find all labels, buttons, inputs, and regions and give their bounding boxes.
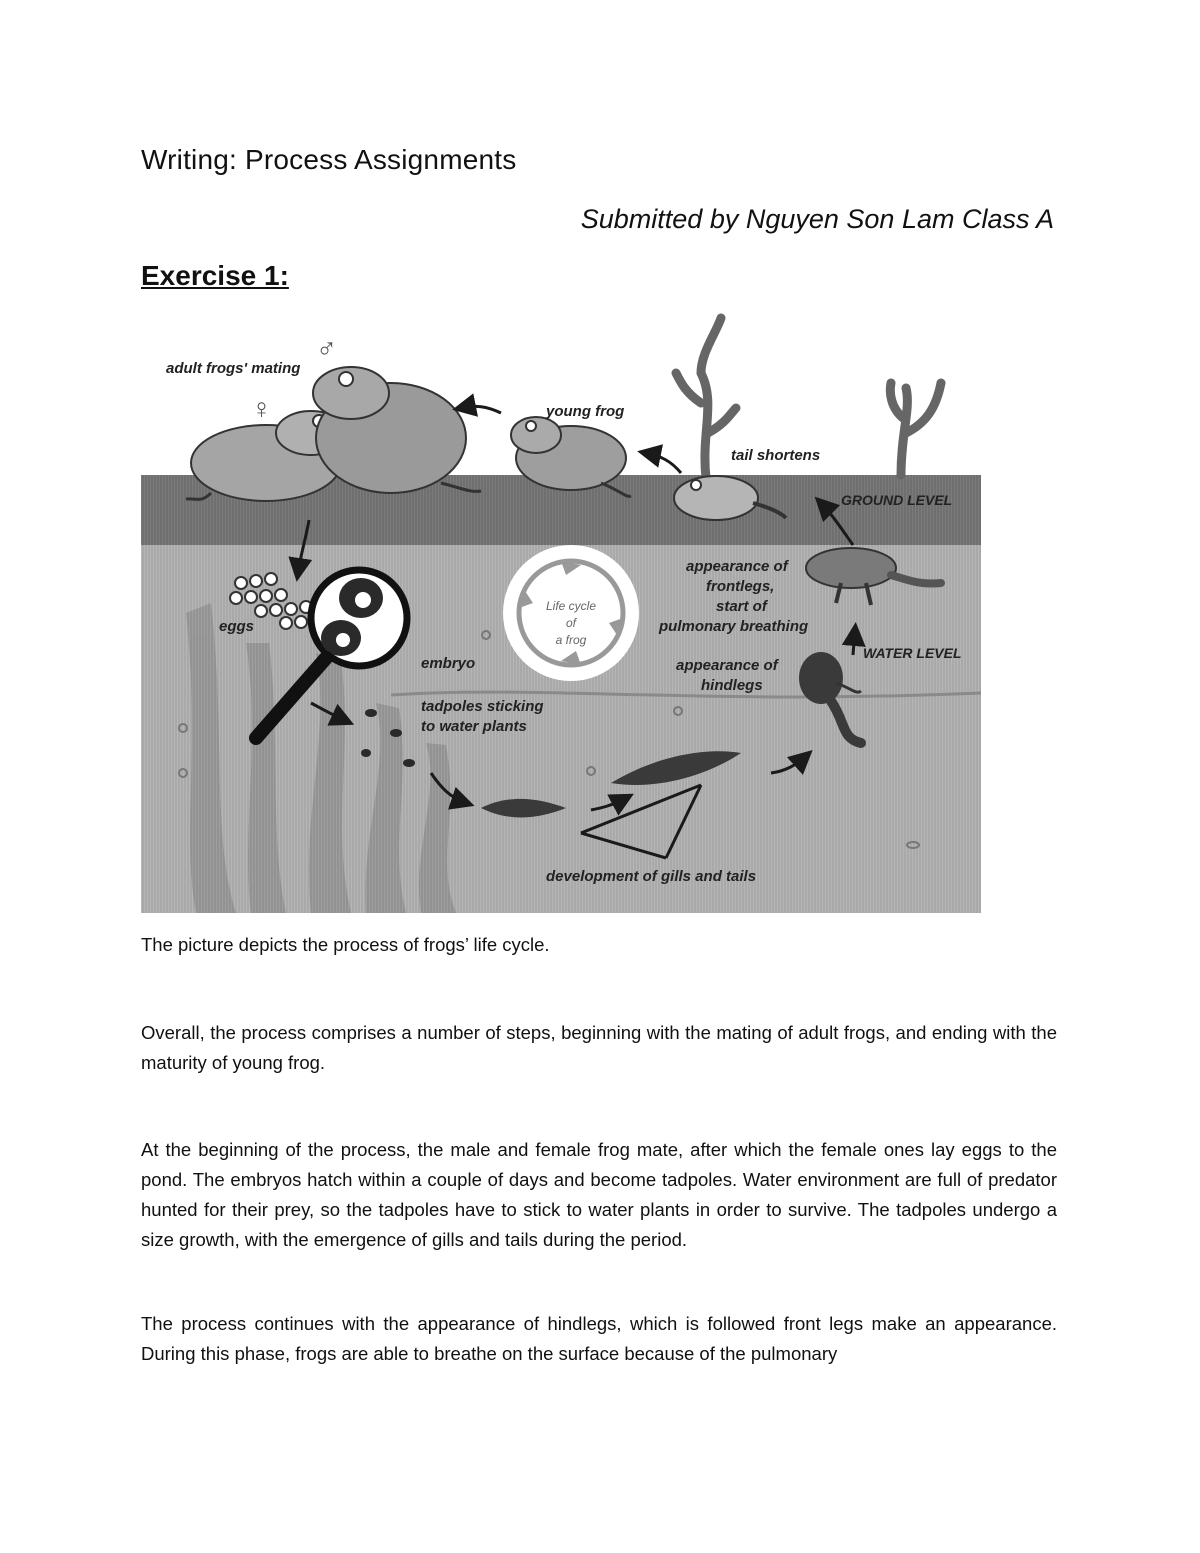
label-hindlegs-2: hindlegs: [701, 677, 763, 694]
label-cycle-1: Life cycle: [545, 599, 597, 613]
label-ground-level: GROUND LEVEL: [841, 492, 953, 508]
paragraph-overview: Overall, the process comprises a number of steps, beginning with the mating of adult frogs, and ending with the maturity of young frog.: [141, 1022, 1057, 1073]
paragraph-body-2: The process continues with the appearance of hindlegs, which is followed front legs make an appearance. During this phase, frogs are able to breathe on the surface because of the pulmonary: [141, 1313, 1057, 1364]
frog-life-cycle-figure: [141, 313, 981, 913]
label-young-frog: young frog: [546, 403, 625, 420]
life-cycle-circle: [503, 545, 639, 681]
label-hindlegs-1: appearance of: [676, 657, 778, 674]
exercise-heading: Exercise 1:: [141, 260, 289, 291]
label-frontlegs-2: frontlegs,: [706, 578, 775, 595]
label-female-symbol: ♀: [251, 393, 272, 424]
label-cycle-3: a frog: [555, 633, 587, 647]
paragraph-body-1: At the beginning of the process, the male and female frog mate, after which the female ones lay eggs to the pond. The embryos hatch within a couple of days and become tadpoles. Water environment are full of predator hunted for their prey, so the tadpoles have to stick to water plants in order to survive. The tadpoles undergo a size growth, with the emergence of gills and tails during the period.: [141, 1139, 1057, 1250]
label-frontlegs-1: appearance of: [686, 558, 788, 575]
label-mating: adult frogs' mating: [166, 360, 301, 377]
submitted-by: Submitted by Nguyen Son Lam Class A: [580, 204, 1054, 234]
label-frontlegs-4: pulmonary breathing: [659, 618, 809, 635]
label-eggs: eggs: [219, 618, 255, 635]
label-water-level: WATER LEVEL: [863, 645, 962, 661]
label-male-symbol: ♂: [316, 333, 337, 364]
label-tadpoles-1: tadpoles sticking: [421, 698, 544, 715]
label-tadpoles-2: to water plants: [421, 718, 527, 735]
paragraph-intro: The picture depicts the process of frogs’ life cycle.: [141, 934, 550, 955]
label-gills-tails: development of gills and tails: [546, 868, 757, 885]
label-frontlegs-3: start of: [716, 598, 767, 615]
label-tail-shortens: tail shortens: [731, 447, 821, 464]
label-embryo: embryo: [421, 655, 476, 672]
document-title: Writing: Process Assignments: [141, 144, 517, 175]
label-cycle-2: of: [565, 616, 577, 630]
